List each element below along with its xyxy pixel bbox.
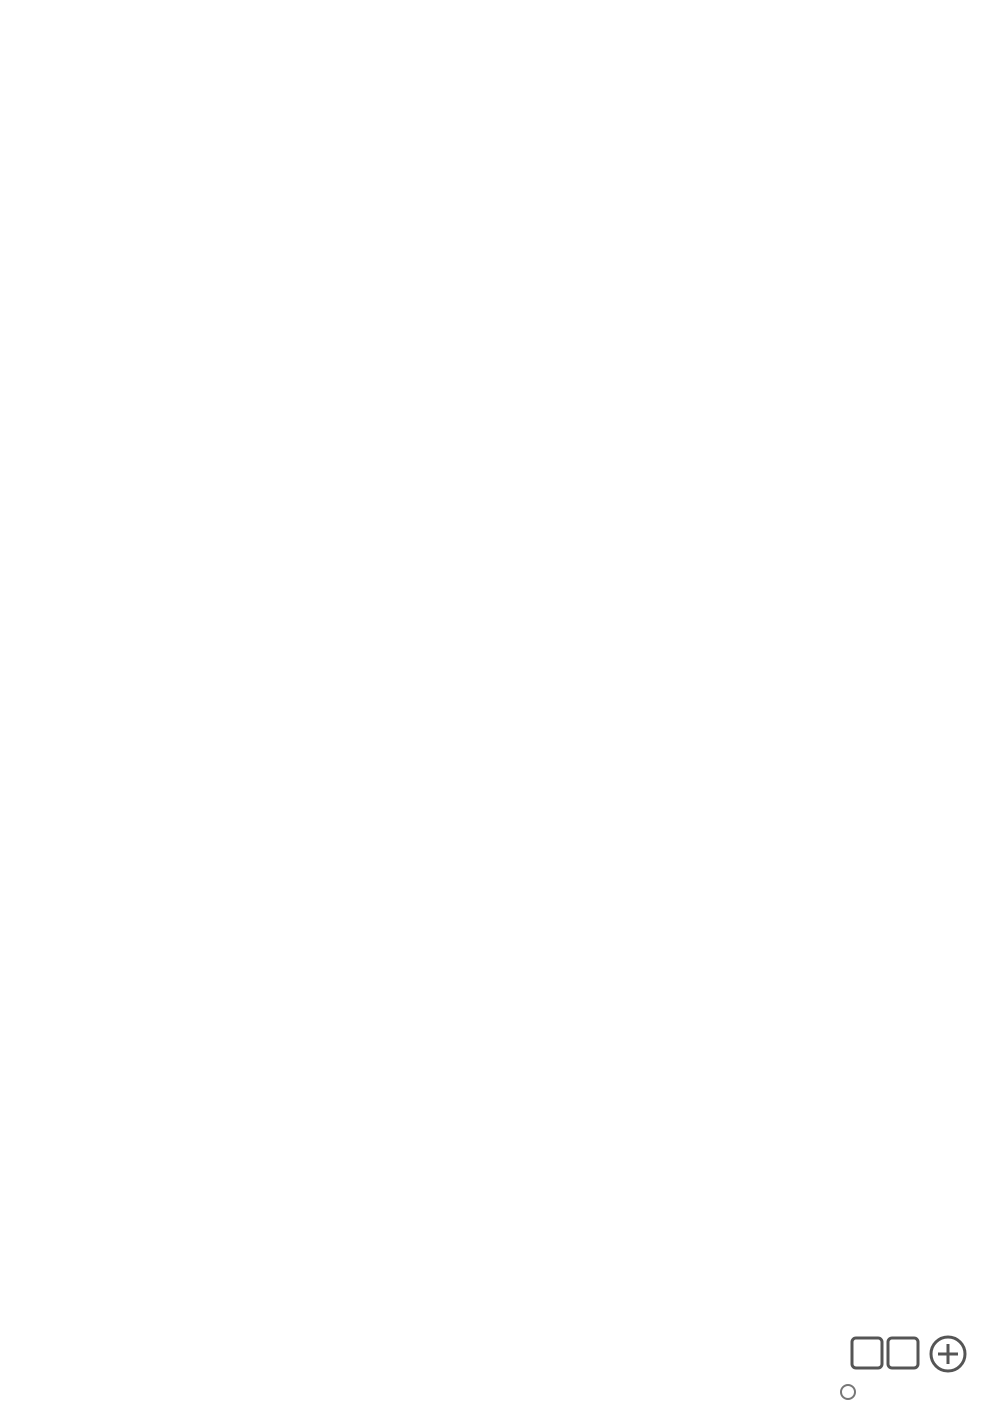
answer-logo-icon (838, 1330, 988, 1418)
